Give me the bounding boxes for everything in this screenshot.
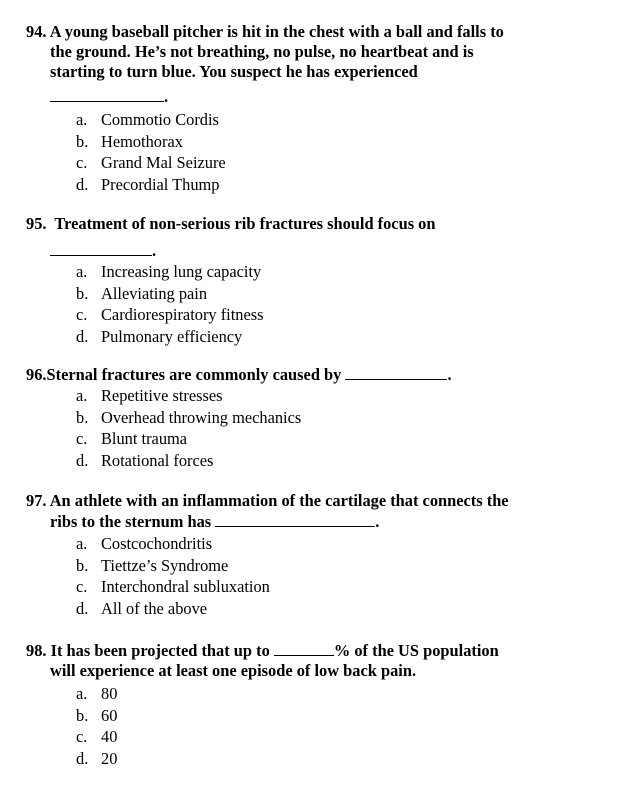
answer-blank — [345, 364, 447, 380]
option-d[interactable]: d. Precordial Thump — [76, 174, 220, 194]
question-number: 96. — [26, 365, 47, 384]
question-95 — [0, 214, 632, 347]
option-d[interactable]: d. Rotational forces — [76, 450, 214, 470]
option-d[interactable]: d. Pulmonary efficiency — [76, 326, 243, 346]
options-list — [0, 533, 632, 619]
option-d[interactable]: d. 20 — [76, 748, 118, 768]
answer-blank — [50, 240, 152, 256]
option-d[interactable]: d. All of the above — [76, 598, 208, 618]
option-c[interactable]: c. Interchondral subluxation — [76, 577, 270, 596]
option-a[interactable]: a. Costcochondritis — [76, 534, 213, 553]
question-96 — [0, 364, 632, 471]
options-list — [0, 385, 632, 471]
question-number: 95. — [26, 214, 47, 233]
stem-line: will experience at least one episode of low back pain. — [50, 661, 417, 680]
question-stem — [0, 22, 632, 107]
question-stem — [0, 491, 632, 532]
question-98 — [0, 640, 632, 769]
option-a[interactable]: a. Increasing lung capacity — [76, 262, 262, 281]
option-c[interactable]: c. Cardiorespiratory fitness — [76, 305, 264, 324]
stem-line: starting to turn blue. You suspect he has experienced — [50, 62, 418, 81]
question-stem — [0, 364, 632, 385]
option-b[interactable]: b. Overhead throwing mechanics — [76, 407, 302, 427]
option-b[interactable]: b. Alleviating pain — [76, 283, 208, 303]
question-stem — [0, 214, 632, 261]
question-number: 98. — [26, 641, 47, 660]
question-94 — [0, 22, 632, 195]
answer-blank — [50, 86, 164, 102]
option-c[interactable]: c. Blunt trauma — [76, 429, 188, 448]
stem-line: 96.Sternal fractures are commonly caused by . — [26, 365, 452, 384]
stem-line: the ground. He’s not breathing, no pulse, no heartbeat and is — [50, 42, 474, 61]
option-b[interactable]: b. Tiettze’s Syndrome — [76, 555, 229, 575]
question-97 — [0, 491, 632, 619]
stem-line: 97. An athlete with an inflammation of the cartilage that connects the — [26, 491, 509, 510]
question-stem — [0, 640, 632, 681]
answer-blank-line: . — [0, 86, 632, 107]
answer-blank-line: . — [0, 240, 632, 261]
option-c[interactable]: c. Grand Mal Seizure — [76, 153, 226, 172]
options-list — [0, 261, 632, 347]
answer-blank — [215, 511, 375, 527]
options-list — [0, 109, 632, 195]
option-c[interactable]: c. 40 — [76, 727, 118, 746]
option-b[interactable]: b. Hemothorax — [76, 131, 183, 151]
question-number: 94. — [26, 22, 47, 41]
option-a[interactable]: a. Commotio Cordis — [76, 110, 219, 129]
stem-line: 94. A young baseball pitcher is hit in the chest with a ball and falls to — [26, 22, 504, 41]
stem-line: 95. Treatment of non-serious rib fractures should focus on — [26, 214, 436, 233]
options-list — [0, 683, 632, 769]
stem-line: ribs to the sternum has . — [50, 512, 380, 531]
question-number: 97. — [26, 491, 47, 510]
option-a[interactable]: a. 80 — [76, 684, 118, 703]
option-a[interactable]: a. Repetitive stresses — [76, 386, 223, 405]
option-b[interactable]: b. 60 — [76, 705, 118, 725]
answer-blank — [274, 640, 334, 656]
stem-line: 98. It has been projected that up to % of the US population — [26, 641, 499, 660]
